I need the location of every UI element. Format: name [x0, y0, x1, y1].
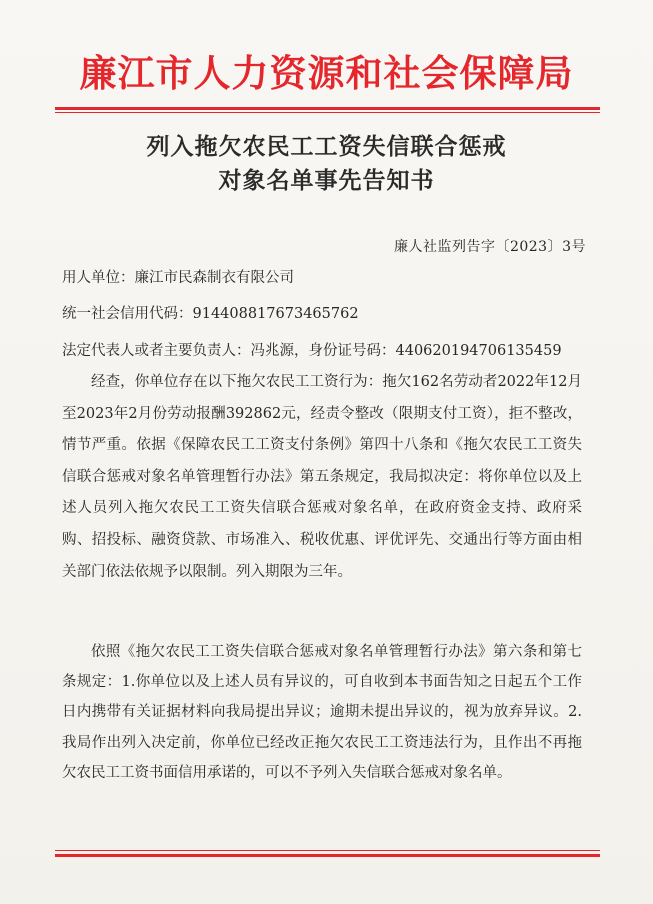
body-paragraph-2: 依照《拖欠农民工工资失信联合惩戒对象名单管理暂行办法》第六条和第七条规定：1.你单位以及上述人员有异议的，可自收到本书面告知之日起五个工作日内携带有关证据材料向我局提出异议；逾期未提出异议的，视为放弃异议。2.我局作出列入决定前，你单位已经改正拖欠农民工工资违法行为，且作出不再拖欠农民工工资书面信用承诺的，可以不予列入失信联合惩戒对象名单。	[62, 644, 582, 781]
body-paragraph-1: 经查，你单位存在以下拖欠农民工工资行为：拖欠162名劳动者2022年12月至2023年2月份劳动报酬392862元，经责令整改（限期支付工资），拒不整改，情节严重。依据《保障农民工工资支付条例》第四十八条和《拖欠农民工工资失信联合惩戒对象名单管理暂行办法》第五条规定，我局拟决定：将你单位以及上述人员列入拖欠农民工工资失信联合惩戒对象名单，在政府资金支持、政府采购、招投标、融资贷款、市场准入、税收优惠、评优评先、交通出行等方面由相关部门依法依规予以限制。列入期限为三年。	[62, 374, 582, 580]
agency-letterhead: 廉江市人力资源和社会保障局	[79, 51, 574, 95]
footer-rule-thick	[55, 854, 600, 857]
footer-rule-thin	[55, 850, 600, 851]
employer-line: 用人单位：廉江市民森制衣有限公司	[62, 270, 294, 286]
letterhead-rule-thin	[55, 112, 600, 113]
representative-line: 法定代表人或者主要负责人：冯兆源，身份证号码：440620194706135459	[62, 343, 562, 359]
letterhead-rule-thick	[55, 107, 600, 110]
document-number: 廉人社监列告字〔2023〕3号	[393, 239, 586, 255]
document-title-line2: 对象名单事先告知书	[218, 167, 435, 194]
credit-code-line: 统一社会信用代码：914408817673465762	[62, 306, 359, 322]
document-title-line1: 列入拖欠农民工工资失信联合惩戒	[146, 133, 507, 160]
